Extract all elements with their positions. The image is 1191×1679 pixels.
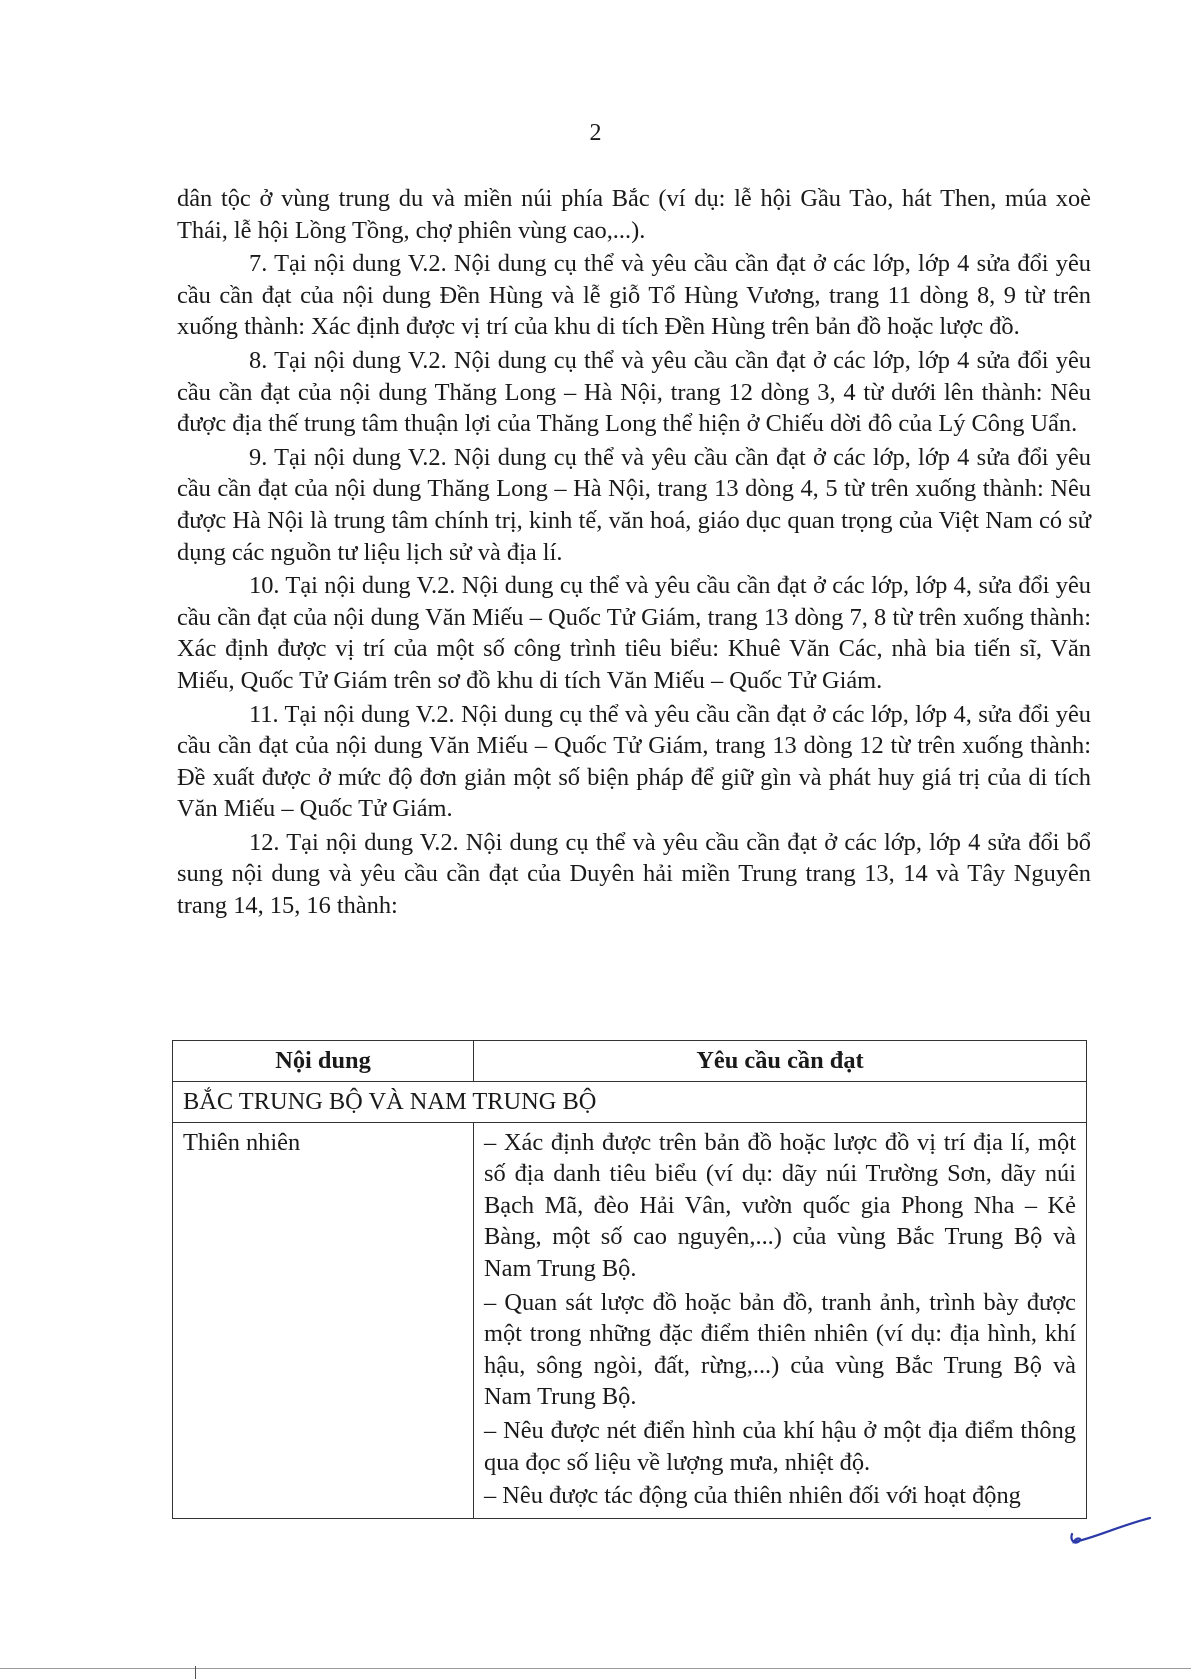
paragraph-continuation: dân tộc ở vùng trung du và miền núi phía Bắc (ví dụ: lễ hội Gầu Tào, hát Then, múa xoè Thái, lễ hội Lồng Tồng, chợ phiên vùng cao,...). [177, 185, 1091, 244]
requirements-cell [474, 1122, 1087, 1518]
table-section-row [173, 1082, 1087, 1123]
page-number: 2 [589, 120, 602, 146]
requirement-item: – Xác định được trên bản đồ hoặc lược đồ vị trí địa lí, một số địa danh tiêu biểu (ví dụ: dãy núi Trường Sơn, dãy núi Bạch Mã, đèo Hải Vân, vườn quốc gia Phong Nha – Kẻ Bàng, một số cao nguyên,...) của vùng Bắc Trung Bộ và Nam Trung Bộ. [484, 1128, 1076, 1282]
section-title: BẮC TRUNG BỘ VÀ NAM TRUNG BỘ [173, 1082, 1087, 1123]
paragraph-item-8: 8. Tại nội dung V.2. Nội dung cụ thể và yêu cầu cần đạt ở các lớp, lớp 4 sửa đổi yêu cầu cần đạt của nội dung Thăng Long – Hà Nội, trang 12 dòng 3, 4 từ dưới lên thành: Nêu được địa thế trung tâm thuận lợi của Thăng Long thể hiện ở Chiếu dời đô của Lý Công Uẩn. [177, 346, 1091, 438]
requirements-table [172, 1040, 1087, 1519]
table-row [173, 1122, 1087, 1518]
bottom-rule [0, 1668, 1191, 1669]
paragraph-item-7: 7. Tại nội dung V.2. Nội dung cụ thể và yêu cầu cần đạt ở các lớp, lớp 4 sửa đổi yêu cầu cần đạt của nội dung Đền Hùng và lễ giỗ Tổ Hùng Vương, trang 11 dòng 8, 9 từ trên xuống thành: Xác định được vị trí của khu di tích Đền Hùng trên bản đồ hoặc lược đồ. [177, 250, 1091, 341]
row-label: Thiên nhiên [173, 1122, 474, 1518]
signature-mark [1064, 1512, 1154, 1552]
paragraph-item-9: 9. Tại nội dung V.2. Nội dung cụ thể và yêu cầu cần đạt ở các lớp, lớp 4 sửa đổi yêu cầu cần đạt của nội dung Thăng Long – Hà Nội, trang 13 dòng 4, 5 từ trên xuống thành: Nêu được Hà Nội là trung tâm chính trị, kinh tế, văn hoá, giáo dục quan trọng của Việt Nam có sử dụng các nguồn tư liệu lịch sử và địa lí. [177, 443, 1091, 566]
page-edge-tick [195, 1666, 196, 1679]
header-requirements: Yêu cầu cần đạt [474, 1041, 1087, 1082]
requirement-item: – Nêu được nét điển hình của khí hậu ở một địa điểm thông qua đọc số liệu về lượng mưa, nhiệt độ. [484, 1416, 1076, 1476]
document-body [177, 183, 1091, 924]
requirement-item: – Nêu được tác động của thiên nhiên đối với hoạt động [484, 1482, 1021, 1510]
paragraph-item-12: 12. Tại nội dung V.2. Nội dung cụ thể và yêu cầu cần đạt ở các lớp, lớp 4 sửa đổi bổ sung nội dung và yêu cầu cần đạt của Duyên hải miền Trung trang 13, 14 và Tây Nguyên trang 14, 15, 16 thành: [177, 828, 1091, 920]
header-content: Nội dung [173, 1041, 474, 1082]
table-header-row [173, 1041, 1087, 1082]
paragraph-item-11: 11. Tại nội dung V.2. Nội dung cụ thể và yêu cầu cần đạt ở các lớp, lớp 4, sửa đổi yêu cầu cần đạt của nội dung Văn Miếu – Quốc Tử Giám, trang 13 dòng 12 từ trên xuống thành: Đề xuất được ở mức độ đơn giản một số biện pháp để giữ gìn và phát huy giá trị của di tích Văn Miếu – Quốc Tử Giám. [177, 700, 1091, 823]
requirement-item: – Quan sát lược đồ hoặc bản đồ, tranh ảnh, trình bày được một trong những đặc điểm thiên nhiên (ví dụ: địa hình, khí hậu, sông ngòi, đất, rừng,...) của vùng Bắc Trung Bộ và Nam Trung Bộ. [484, 1288, 1076, 1411]
paragraph-item-10: 10. Tại nội dung V.2. Nội dung cụ thể và yêu cầu cần đạt ở các lớp, lớp 4, sửa đổi yêu cầu cần đạt của nội dung Văn Miếu – Quốc Tử Giám, trang 13 dòng 7, 8 từ trên xuống thành: Xác định được vị trí của một số công trình tiêu biểu: Khuê Văn Các, nhà bia tiến sĩ, Văn Miếu, Quốc Tử Giám trên sơ đồ khu di tích Văn Miếu – Quốc Tử Giám. [177, 572, 1091, 694]
